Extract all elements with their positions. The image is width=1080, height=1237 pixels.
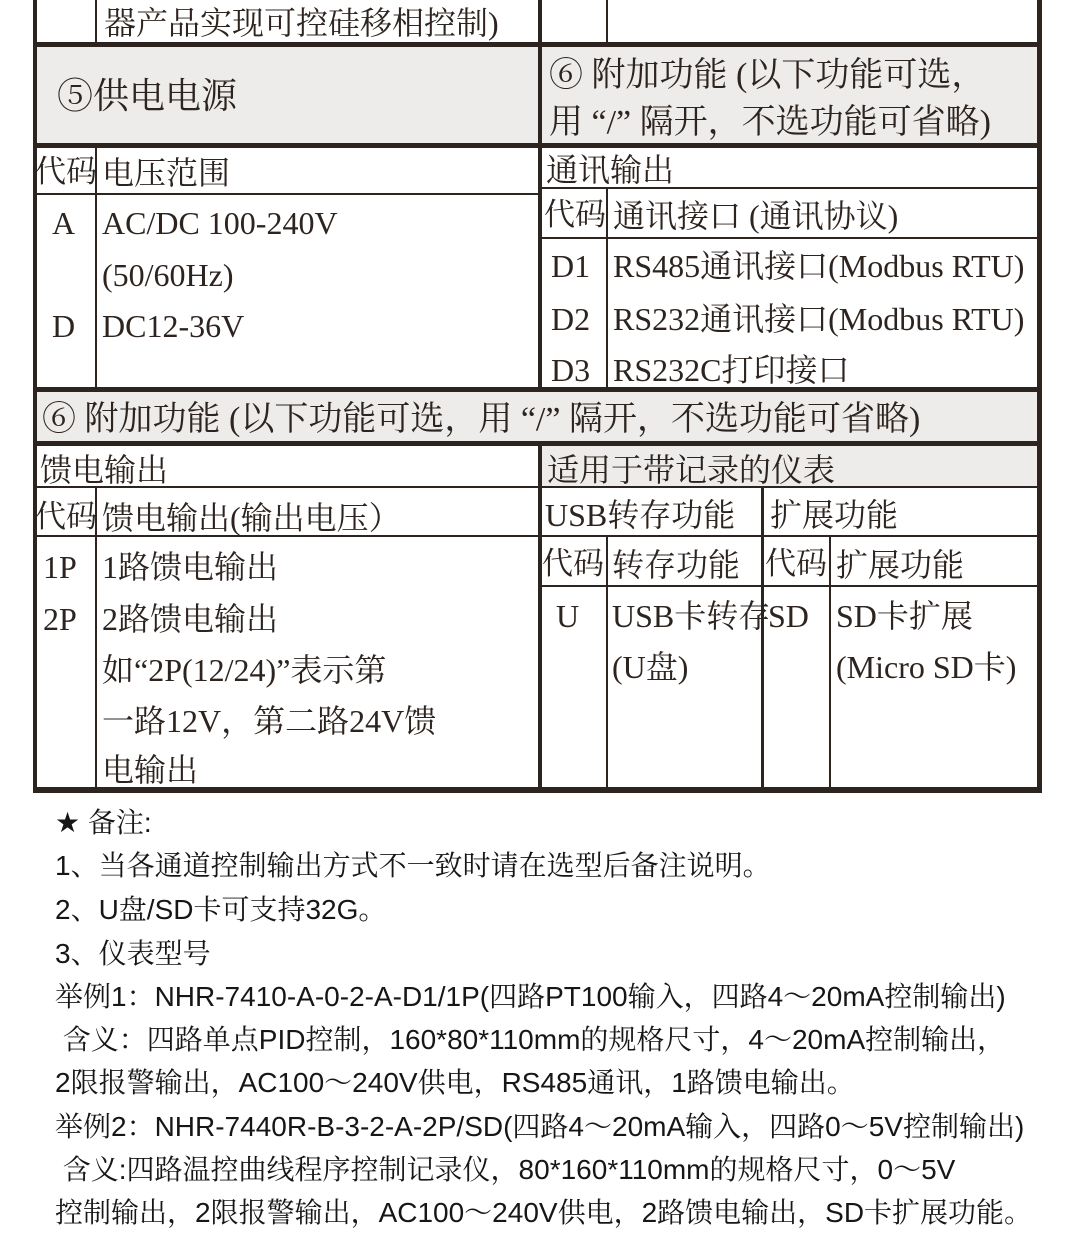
power-col-code: 代码	[35, 154, 97, 189]
ext-row-line1: SD卡扩展	[836, 598, 973, 634]
record-title: 适用于带记录的仪表	[547, 452, 836, 488]
feed-note-line2: 一路12V，第二路24V馈	[102, 703, 437, 739]
divider-code-col-comm	[606, 188, 608, 388]
rule-below-usb-cols	[540, 585, 1040, 587]
additional-section-header: ⑥ 附加功能 (以下功能可选，用 “/” 隔开，不选功能可省略)	[42, 401, 921, 438]
example1-title: 举例1：NHR-7410-A-0-2-A-D1/1P(四路PT100输入，四路4～20mA控制输出)	[55, 981, 1006, 1012]
ext-col-func: 扩展功能	[836, 547, 965, 583]
divider-code-col-comm-toprow	[606, 0, 608, 42]
feed-note-line3: 电输出	[102, 752, 199, 788]
power-row-a-value: AC/DC 100-240V	[102, 205, 338, 241]
feed-row-1p-text: 1路馈电输出	[102, 549, 279, 585]
comm-row-d1-code: D1	[551, 248, 591, 284]
power-col-voltage: 电压范围	[102, 155, 231, 191]
note-item-2: 2、U盘/SD卡可支持32G。	[55, 894, 387, 925]
rule-below-comm-cols	[540, 237, 1040, 239]
table-border-right	[1037, 0, 1042, 793]
feed-row-1p-code: 1P	[43, 549, 77, 585]
ext-row-line2: (Micro SD卡)	[836, 649, 1017, 685]
comm-row-d3-label: RS232C打印接口	[613, 352, 850, 388]
note-item-3: 3、仪表型号	[55, 938, 211, 969]
power-row-a-value2: (50/60Hz)	[102, 257, 234, 293]
rule-above-additional-header	[33, 387, 1042, 392]
usb-col-code: 代码	[542, 546, 604, 581]
toprow-overflow-text: 器产品实现可控硅移相控制)	[104, 5, 499, 41]
ext-row-code: SD	[768, 598, 809, 634]
example2-line1: 含义:四路温控曲线程序控制记录仪，80*160*110mm的规格尺寸，0～5V	[55, 1154, 956, 1185]
rule-below-feed-title	[33, 486, 1042, 488]
example1-line1: 含义：四路单点PID控制，160*80*110mm的规格尺寸，4～20mA控制输出，	[55, 1024, 1006, 1055]
comm-section-header-line1: ⑥ 附加功能 (以下功能可选，	[549, 57, 986, 94]
feed-note-line1: 如“2P(12/24)”表示第	[102, 652, 387, 688]
power-row-a-code: A	[52, 205, 76, 241]
feed-col-code: 代码	[35, 499, 97, 534]
comm-row-d3-code: D3	[551, 352, 591, 388]
comm-row-d2-code: D2	[551, 301, 591, 337]
usb-row-code: U	[556, 598, 580, 634]
comm-row-d2-label: RS232通讯接口(Modbus RTU)	[613, 301, 1025, 337]
divider-code-col-toprow	[95, 0, 97, 42]
notes-heading: ★ 备注:	[55, 807, 152, 838]
comm-subtitle: 通讯输出	[546, 152, 675, 188]
power-section-title: ⑤供电电源	[57, 76, 238, 116]
table-divider-mid-top	[538, 0, 542, 390]
comm-col-interface: 通讯接口 (通讯协议)	[613, 198, 899, 234]
divider-code-col-ext	[829, 536, 831, 788]
divider-usb-ext	[761, 487, 764, 788]
usb-row-line1: USB卡转存	[612, 598, 771, 634]
rule-below-power-cols	[33, 193, 540, 195]
feed-title: 馈电输出	[40, 452, 169, 488]
ext-col-code: 代码	[765, 546, 827, 581]
feed-col-desc: 馈电输出(输出电压）	[102, 500, 401, 536]
table-divider-mid-bottom	[538, 444, 542, 790]
comm-section-header-line2: 用 “/” 隔开，不选功能可省略)	[549, 104, 991, 141]
note-item-1: 1、当各通道控制输出方式不一致时请在选型后备注说明。	[55, 850, 771, 881]
divider-code-col-usb	[606, 536, 608, 788]
usb-title: USB转存功能	[545, 497, 736, 533]
example1-line2: 2限报警输出，AC100～240V供电，RS485通讯，1路馈电输出。	[55, 1067, 855, 1098]
comm-col-code: 代码	[544, 197, 606, 232]
usb-col-func: 转存功能	[612, 547, 741, 583]
example2-line2: 控制输出，2限报警输出，AC100～240V供电，2路馈电输出，SD卡扩展功能。	[55, 1197, 1033, 1228]
ext-title: 扩展功能	[770, 497, 899, 533]
power-row-d-value: DC12-36V	[102, 308, 245, 344]
feed-row-2p-code: 2P	[43, 601, 77, 637]
power-row-d-code: D	[52, 308, 76, 344]
example2-title: 举例2：NHR-7440R-B-3-2-A-2P/SD(四路4～20mA输入，四路0～5V控制输出)	[55, 1111, 1025, 1142]
usb-row-line2: (U盘)	[612, 649, 689, 685]
table-border-left	[33, 0, 37, 793]
feed-row-2p-text: 2路馈电输出	[102, 601, 279, 637]
comm-row-d1-label: RS485通讯接口(Modbus RTU)	[613, 248, 1025, 284]
